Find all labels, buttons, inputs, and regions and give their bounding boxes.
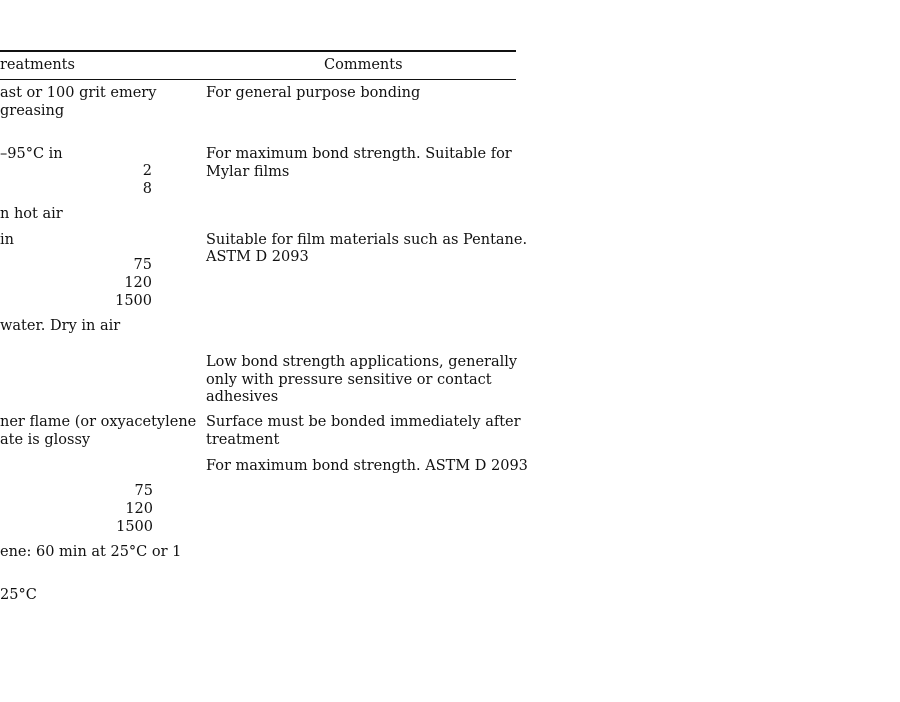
treatment-line: greasing bbox=[0, 103, 65, 119]
comment-line: treatment bbox=[206, 432, 280, 448]
comments-column-header: Comments bbox=[324, 57, 403, 73]
treatment-value: 2 bbox=[142, 163, 152, 179]
comment-line: Suitable for film materials such as Pentane. bbox=[206, 232, 528, 248]
treatment-line: in bbox=[0, 232, 14, 248]
treatment-value: 8 bbox=[142, 181, 152, 197]
treatment-value: 75 bbox=[134, 483, 153, 499]
comment-line: ASTM D 2093 bbox=[206, 249, 309, 265]
treatment-line: ene: 60 min at 25°C or 1 bbox=[0, 544, 182, 560]
comment-line: adhesives bbox=[206, 389, 279, 405]
comment-line: For maximum bond strength. ASTM D 2093 bbox=[206, 458, 528, 474]
treatment-value: 120 bbox=[125, 501, 153, 517]
treatment-line: 25°C bbox=[0, 587, 37, 603]
comment-line: For maximum bond strength. Suitable for bbox=[206, 146, 512, 162]
treatments-column-header: reatments bbox=[0, 57, 75, 73]
treatment-line: n hot air bbox=[0, 206, 63, 222]
treatment-value: 120 bbox=[124, 275, 152, 291]
treatment-line: water. Dry in air bbox=[0, 318, 121, 334]
comment-line: Low bond strength applications, generally bbox=[206, 354, 518, 370]
treatment-line: ate is glossy bbox=[0, 432, 91, 448]
treatment-value: 1500 bbox=[116, 519, 153, 535]
comment-line: For general purpose bonding bbox=[206, 85, 421, 101]
comment-line: Surface must be bonded immediately after bbox=[206, 414, 521, 430]
comment-line: only with pressure sensitive or contact bbox=[206, 372, 492, 388]
treatment-value: 75 bbox=[133, 257, 152, 273]
table-top-rule bbox=[0, 50, 516, 52]
comment-line: Mylar films bbox=[206, 164, 290, 180]
treatment-line: –95°C in bbox=[0, 146, 63, 162]
treatment-value: 1500 bbox=[115, 293, 152, 309]
header-rule bbox=[0, 79, 516, 80]
treatment-line: ner flame (or oxyacetylene bbox=[0, 414, 197, 430]
treatment-line: ast or 100 grit emery bbox=[0, 85, 157, 101]
